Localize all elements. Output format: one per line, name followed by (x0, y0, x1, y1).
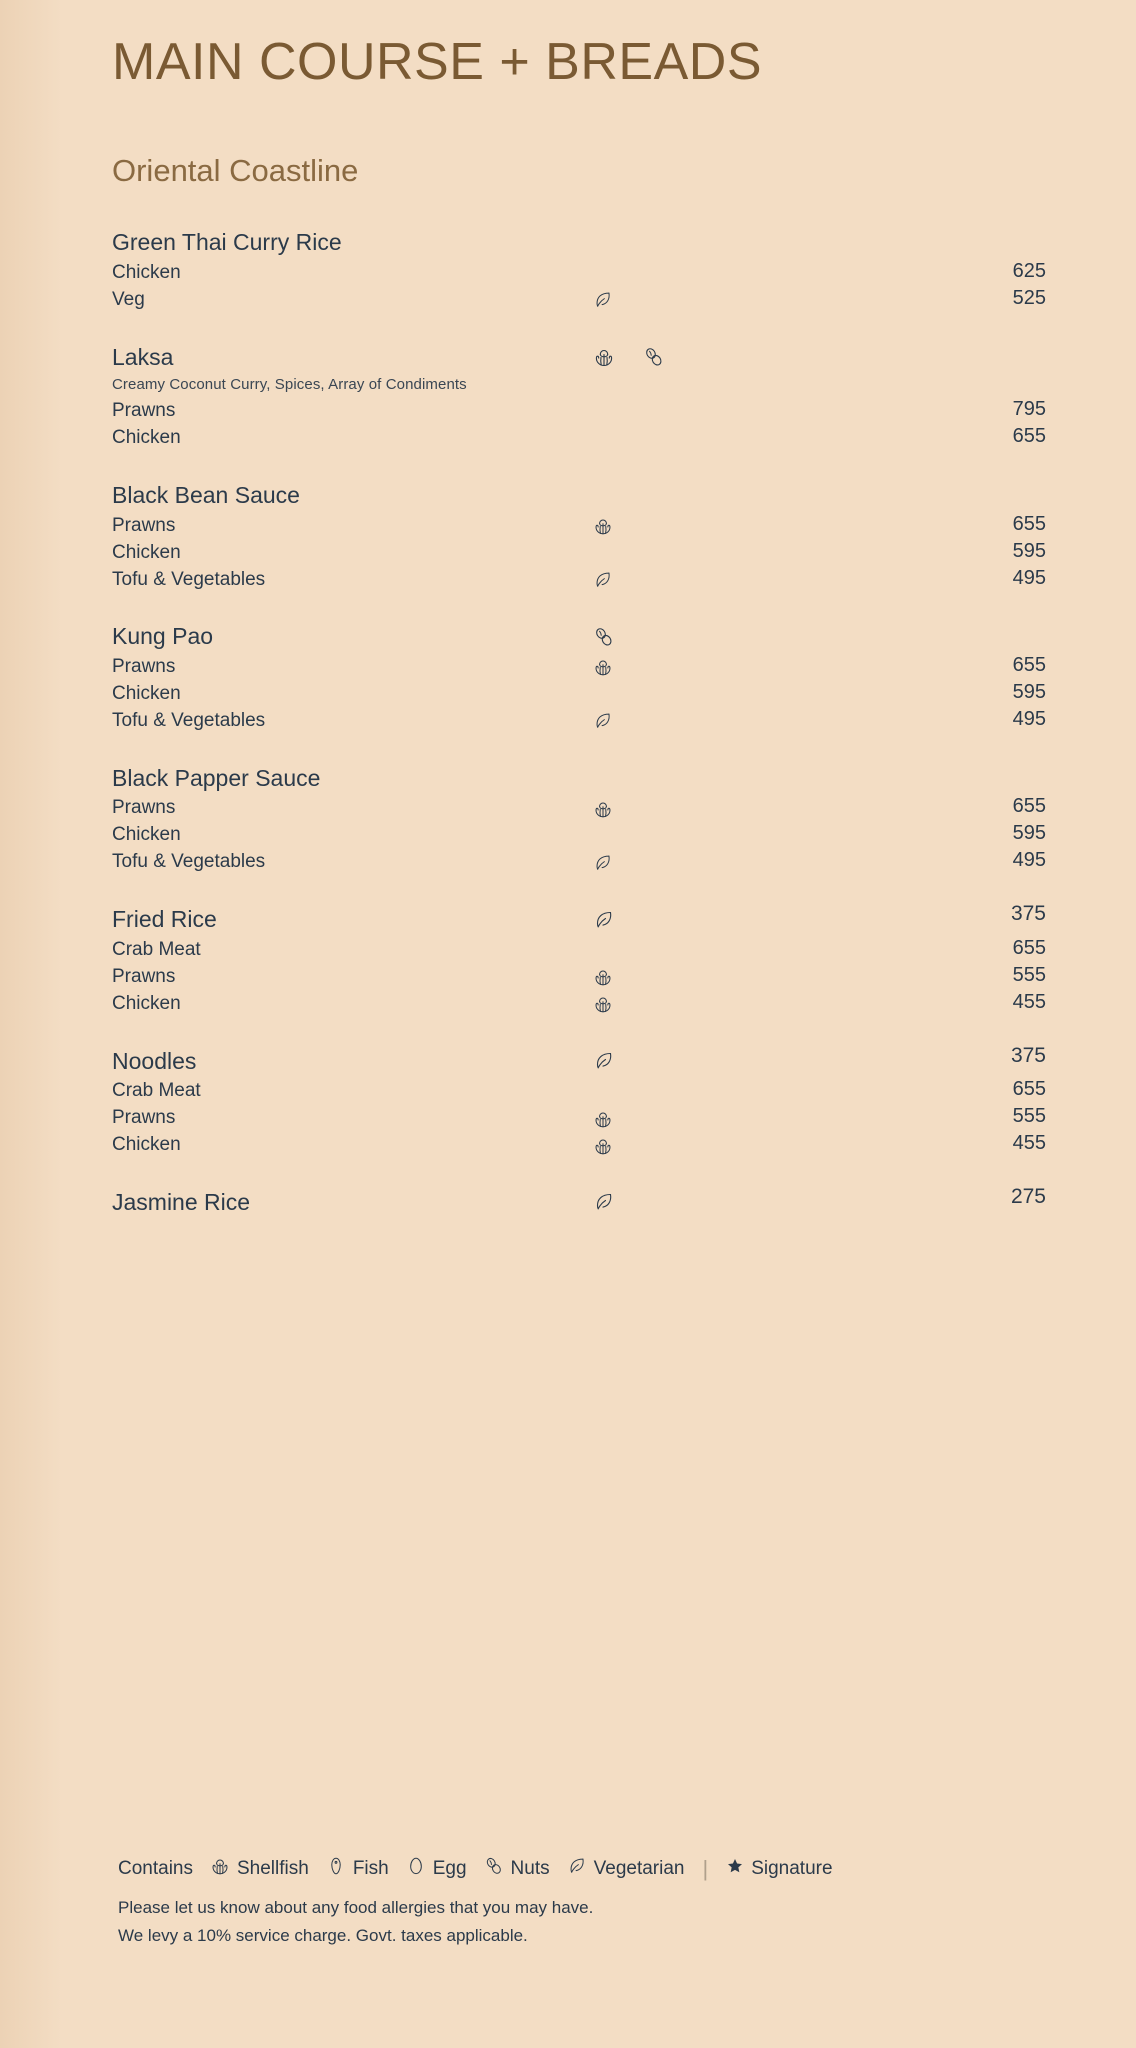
variant-row (112, 540, 1046, 567)
dish-price: 275 (1010, 1185, 1046, 1209)
nuts-icon (483, 1855, 505, 1883)
variant-allergen-icons (592, 1135, 614, 1157)
dish-name: Kung Pao (112, 623, 214, 650)
variant-label: Prawns (112, 400, 176, 422)
shellfish-icon (209, 1855, 231, 1883)
dish-name: Fried Rice (112, 906, 217, 933)
vegetarian-icon (592, 908, 616, 932)
variant-row (112, 1078, 1046, 1105)
variant-label: Tofu & Vegetables (112, 709, 266, 731)
legend-item (483, 1855, 550, 1883)
dish-name: Black Bean Sauce (112, 482, 300, 509)
legend-divider: | (702, 1856, 709, 1881)
section-title: Oriental Coastline (112, 153, 359, 189)
dish-name: Noodles (112, 1047, 197, 1074)
variant-price: 595 (1012, 539, 1046, 562)
page-left-shadow (0, 0, 62, 2048)
dish-allergen-icons (592, 625, 616, 649)
dish-name-row (112, 619, 1046, 654)
legend-item (325, 1855, 389, 1883)
variant-row (112, 991, 1046, 1018)
dish-name-row (112, 1185, 1046, 1220)
variant-label: Tofu & Vegetables (112, 851, 266, 873)
variant-label: Prawns (112, 797, 176, 819)
legend-signature-label: Signature (751, 1858, 833, 1879)
nuts-icon (592, 625, 616, 649)
variant-label: Chicken (112, 261, 181, 283)
menu-item (112, 902, 1046, 1017)
legend-item-label: Nuts (510, 1858, 550, 1879)
variant-label: Prawns (112, 1107, 176, 1129)
allergen-legend (118, 1855, 1076, 1883)
legend-item-label: Fish (352, 1858, 389, 1879)
variant-allergen-icons (592, 1108, 614, 1130)
legend-signature (725, 1856, 832, 1882)
menu-item (112, 1185, 1046, 1220)
egg-icon (405, 1855, 427, 1883)
variant-label: Chicken (112, 682, 181, 704)
page-title: MAIN COURSE + BREADS (112, 33, 763, 91)
variant-label: Chicken (112, 427, 181, 449)
vegetarian-icon (592, 289, 614, 311)
variant-label: Chicken (112, 824, 181, 846)
vegetarian-icon (592, 1190, 616, 1214)
variant-label: Chicken (112, 992, 181, 1014)
vegetarian-icon (592, 1049, 616, 1073)
variant-price: 595 (1012, 822, 1046, 845)
variant-price: 655 (1012, 795, 1046, 818)
variant-row (112, 937, 1046, 964)
variant-price: 655 (1012, 1078, 1046, 1101)
variant-row (112, 708, 1046, 735)
variant-price: 655 (1012, 936, 1046, 959)
legend-item-label: Shellfish (237, 1858, 309, 1879)
shellfish-icon (592, 1108, 614, 1130)
variant-row (112, 287, 1046, 314)
menu-item (112, 478, 1046, 593)
legend-item (405, 1855, 467, 1883)
variant-price: 655 (1012, 425, 1046, 448)
variant-allergen-icons (592, 289, 614, 311)
variant-price: 495 (1012, 849, 1046, 872)
shellfish-icon (592, 515, 614, 537)
variant-allergen-icons (592, 852, 614, 874)
fish-icon (325, 1855, 347, 1883)
dish-name-row (112, 902, 1046, 937)
shellfish-icon (592, 656, 614, 678)
shellfish-icon (592, 1135, 614, 1157)
variant-row (112, 964, 1046, 991)
variant-row (112, 1132, 1046, 1159)
dish-description-row (112, 374, 1046, 398)
variant-label: Crab Meat (112, 938, 201, 960)
legend-contains-label: Contains (118, 1858, 193, 1879)
variant-price: 495 (1012, 566, 1046, 589)
variant-label: Chicken (112, 541, 181, 563)
dish-allergen-icons (592, 1049, 616, 1073)
menu-item (112, 225, 1046, 313)
variant-allergen-icons (592, 993, 614, 1015)
variant-price: 555 (1012, 1105, 1046, 1128)
dish-name: Black Papper Sauce (112, 764, 321, 791)
dish-price: 375 (1010, 902, 1046, 926)
variant-row (112, 654, 1046, 681)
variant-row (112, 425, 1046, 452)
dish-allergen-icons (592, 345, 666, 369)
variant-row (112, 513, 1046, 540)
variant-row (112, 1105, 1046, 1132)
vegetarian-icon (566, 1855, 588, 1883)
menu-list (112, 225, 1046, 1219)
shellfish-icon (592, 798, 614, 820)
vegetarian-icon (592, 569, 614, 591)
nuts-icon (642, 345, 666, 369)
variant-price: 655 (1012, 512, 1046, 535)
variant-row (112, 260, 1046, 287)
dish-name-row (112, 478, 1046, 513)
variant-label: Chicken (112, 1134, 181, 1156)
allergy-note: Please let us know about any food allergies that you may have. (118, 1898, 594, 1917)
menu-footer (118, 1855, 1076, 1948)
dish-name-row (112, 225, 1046, 260)
variant-label: Prawns (112, 514, 176, 536)
menu-item (112, 340, 1046, 452)
menu-content (112, 0, 1046, 1246)
dish-allergen-icons (592, 1190, 616, 1214)
variant-allergen-icons (592, 569, 614, 591)
variant-allergen-icons (592, 798, 614, 820)
shellfish-icon (592, 345, 616, 369)
variant-row (112, 822, 1046, 849)
variant-price: 525 (1012, 286, 1046, 309)
vegetarian-icon (592, 710, 614, 732)
variant-label: Tofu & Vegetables (112, 568, 266, 590)
variant-row (112, 849, 1046, 876)
dish-name-row (112, 340, 1046, 375)
variant-allergen-icons (592, 966, 614, 988)
variant-label: Veg (112, 288, 145, 310)
menu-item (112, 1044, 1046, 1159)
variant-price: 455 (1012, 1132, 1046, 1155)
variant-price: 625 (1012, 259, 1046, 282)
variant-price: 495 (1012, 707, 1046, 730)
variant-price: 555 (1012, 963, 1046, 986)
dish-name: Green Thai Curry Rice (112, 229, 342, 256)
variant-label: Prawns (112, 655, 176, 677)
service-charge-note: We levy a 10% service charge. Govt. taxes applicable. (118, 1925, 528, 1945)
legend-item-label: Vegetarian (593, 1858, 685, 1879)
variant-row (112, 398, 1046, 425)
dish-allergen-icons (592, 908, 616, 932)
variant-allergen-icons (592, 515, 614, 537)
variant-price: 795 (1012, 398, 1046, 421)
variant-label: Crab Meat (112, 1080, 201, 1102)
shellfish-icon (592, 966, 614, 988)
dish-name: Jasmine Rice (112, 1189, 251, 1216)
vegetarian-icon (592, 852, 614, 874)
dish-name: Laksa (112, 343, 174, 370)
dish-name-row (112, 761, 1046, 796)
menu-item (112, 619, 1046, 734)
dish-price: 375 (1010, 1043, 1046, 1067)
dish-name-row (112, 1044, 1046, 1079)
variant-allergen-icons (592, 656, 614, 678)
legend-item (209, 1855, 309, 1883)
variant-row (112, 795, 1046, 822)
shellfish-icon (592, 993, 614, 1015)
legend-item (566, 1855, 685, 1883)
menu-item (112, 761, 1046, 876)
dish-description: Creamy Coconut Curry, Spices, Array of Condiments (112, 376, 467, 394)
variant-allergen-icons (592, 710, 614, 732)
variant-price: 595 (1012, 680, 1046, 703)
legend-item-label: Egg (432, 1858, 467, 1879)
star-icon (725, 1856, 745, 1882)
variant-label: Prawns (112, 965, 176, 987)
variant-row (112, 567, 1046, 594)
variant-price: 455 (1012, 990, 1046, 1013)
variant-price: 655 (1012, 653, 1046, 676)
variant-row (112, 681, 1046, 708)
